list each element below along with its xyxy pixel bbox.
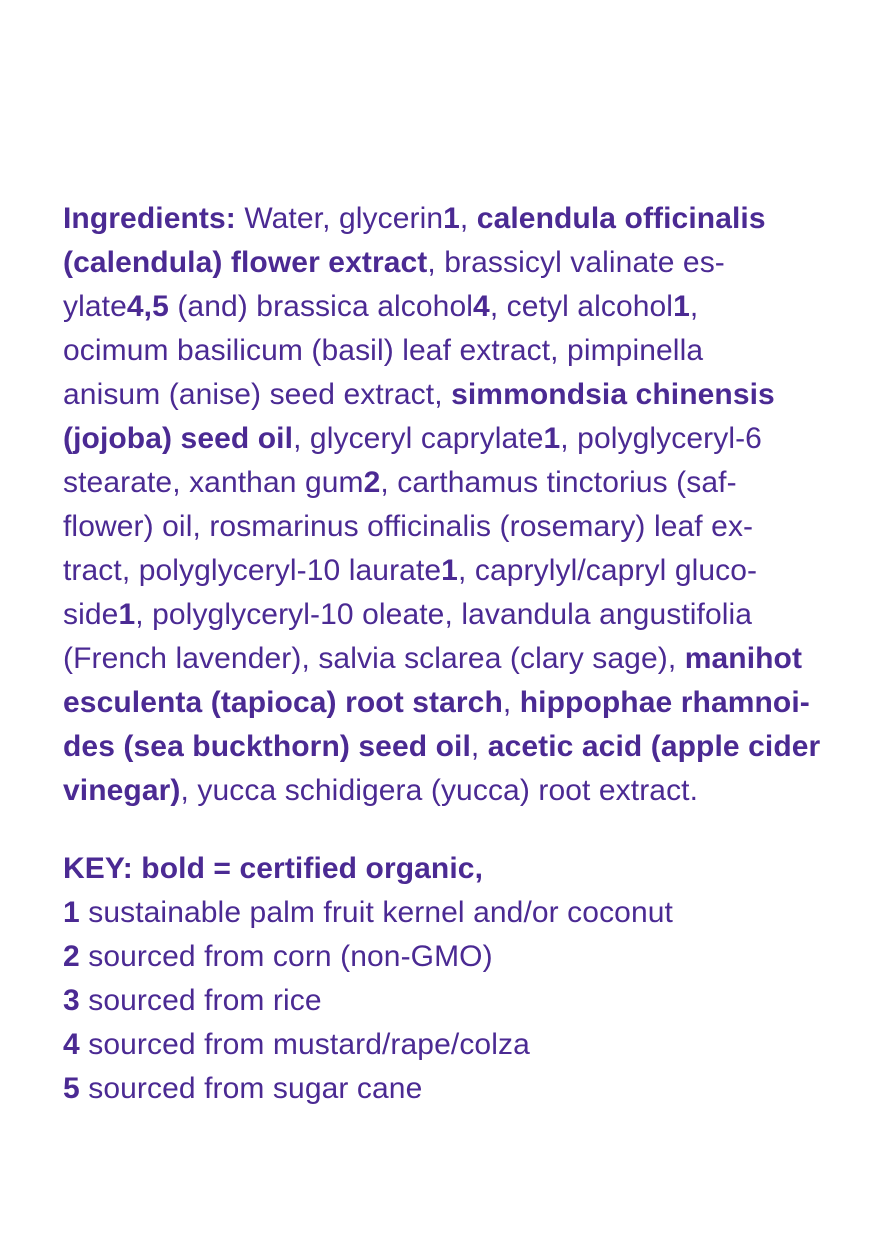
text-segment: (calendula) flower extract: [63, 246, 428, 279]
text-line: [63, 935, 863, 979]
text-line: [63, 1023, 863, 1067]
text-segment: sourced from mustard/rape/colza: [79, 1028, 530, 1061]
text-line: [63, 505, 863, 549]
text-segment: , brassicyl valinate es-: [427, 246, 725, 279]
text-line: [63, 769, 863, 813]
text-segment: 1: [63, 896, 80, 929]
text-segment: anisum (anise) seed extract,: [63, 378, 452, 411]
text-segment: KEY: bold = certified organic,: [63, 852, 484, 885]
text-segment: stearate, xanthan gum: [63, 466, 364, 499]
text-segment: esculenta (tapioca) root starch: [63, 686, 503, 719]
text-line: [63, 329, 863, 373]
text-segment: (jojoba) seed oil: [63, 422, 294, 455]
text-segment: , yucca schidigera (yucca) root extract.: [180, 774, 699, 807]
text-segment: (and) brassica alcohol: [168, 290, 474, 323]
text-line: [63, 725, 863, 769]
text-line: [63, 979, 863, 1023]
text-segment: manihot: [684, 642, 803, 675]
text-segment: 1: [443, 202, 460, 235]
text-line: [63, 1067, 863, 1111]
text-segment: hippophae rhamnoi-: [519, 686, 810, 719]
text-segment: (French lavender), salvia sclarea (clary sage),: [63, 642, 685, 675]
text-segment: flower) oil, rosmarinus officinalis (rosemary) leaf ex-: [63, 510, 754, 543]
text-line: [63, 197, 863, 241]
text-segment: 4: [63, 1028, 80, 1061]
text-line: [63, 373, 863, 417]
text-segment: tract, polyglyceryl-10 laurate: [63, 554, 442, 587]
text-segment: simmondsia chinensis: [451, 378, 775, 411]
text-segment: sourced from rice: [79, 984, 322, 1017]
text-segment: vinegar): [63, 774, 181, 807]
text-segment: Water, glycerin: [244, 202, 444, 235]
text-segment: 2: [63, 940, 80, 973]
text-line: [63, 285, 863, 329]
text-line: [63, 549, 863, 593]
text-segment: des (sea buckthorn) seed oil: [63, 730, 471, 763]
text-segment: ylate: [63, 290, 127, 323]
text-segment: 1: [118, 598, 136, 631]
text-segment: 1: [673, 290, 690, 323]
text-line: [63, 241, 863, 285]
text-segment: Ingredients:: [63, 202, 245, 235]
text-segment: sourced from sugar cane: [79, 1072, 423, 1105]
text-segment: 4,5: [126, 290, 169, 323]
text-segment: calendula officinalis: [476, 202, 766, 235]
text-segment: , polyglyceryl-6: [560, 422, 762, 455]
text-segment: 3: [63, 984, 80, 1017]
text-segment: acetic acid (apple cider: [487, 730, 821, 763]
key-section: [63, 847, 863, 1111]
text-segment: ocimum basilicum (basil) leaf extract, pimpinella: [63, 334, 704, 367]
text-segment: , cetyl alcohol: [489, 290, 674, 323]
text-line: [63, 417, 863, 461]
text-segment: sourced from corn (non-GMO): [79, 940, 493, 973]
text-segment: 4: [473, 290, 490, 323]
text-segment: , glyceryl caprylate: [293, 422, 544, 455]
text-line: [63, 637, 863, 681]
text-segment: , caprylyl/capryl gluco-: [457, 554, 758, 587]
text-segment: , polyglyceryl-10 oleate, lavandula angustifolia: [135, 598, 753, 631]
text-line: [63, 593, 863, 637]
ingredients-paragraph: [63, 197, 863, 813]
text-line: [63, 891, 863, 935]
text-segment: ,: [459, 202, 477, 235]
text-line: [63, 847, 863, 891]
text-segment: , carthamus tinctorius (saf-: [380, 466, 737, 499]
text-segment: ,: [470, 730, 488, 763]
text-segment: 1: [543, 422, 561, 455]
text-segment: ,: [689, 290, 699, 323]
text-segment: 5: [63, 1072, 80, 1105]
text-segment: 1: [441, 554, 458, 587]
text-segment: sustainable palm fruit kernel and/or coconut: [79, 896, 673, 929]
ingredient-label: [63, 197, 863, 1111]
text-segment: side: [63, 598, 119, 631]
text-segment: ,: [502, 686, 520, 719]
text-segment: 2: [363, 466, 381, 499]
text-line: [63, 681, 863, 725]
text-line: [63, 461, 863, 505]
